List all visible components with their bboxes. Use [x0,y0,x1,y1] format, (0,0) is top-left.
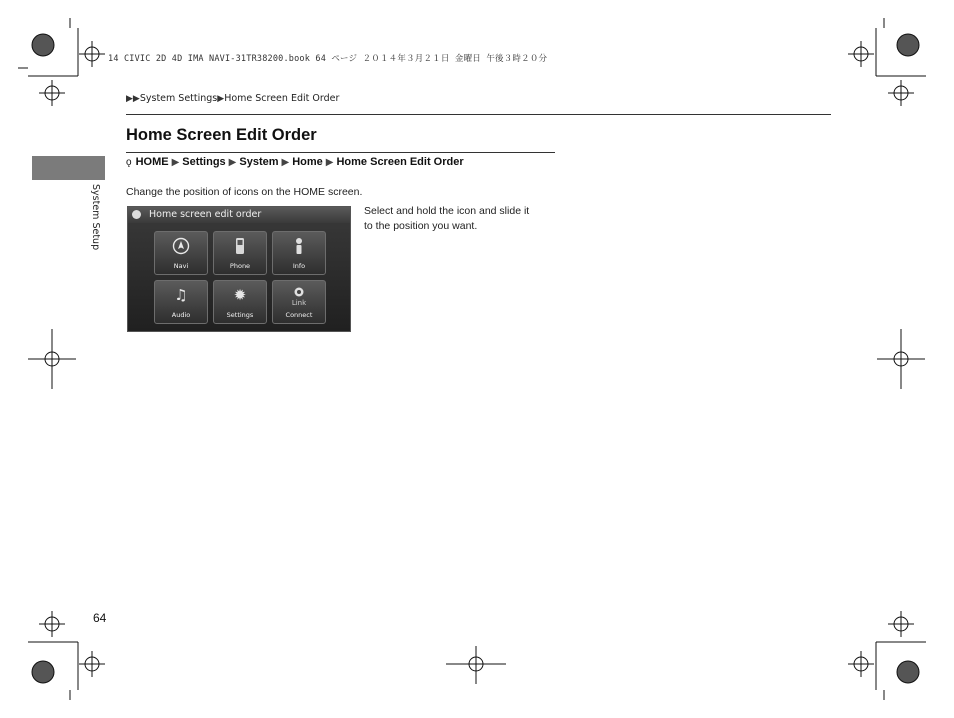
title-rule [126,152,555,153]
tile-label: Navi [173,262,189,270]
chapter-label [89,184,103,264]
nav-separator: ▶ [325,157,334,168]
note-line: Select and hold the icon and slide it [364,205,530,217]
nav-step: Home [292,156,323,168]
print-metadata: 14 CIVIC 2D 4D IMA NAVI-31TR38200.book 64 ページ ２０１４年３月２１日 金曜日 午後３時２０分 [108,54,548,64]
home-edit-screen [127,206,351,332]
chapter-label-text: System Setup [90,184,101,251]
page-number: 64 [93,611,107,625]
back-icon[interactable] [132,210,141,219]
breadcrumb-prefix: ▶▶ [126,94,140,104]
nav-step: HOME [135,156,169,168]
chapter-tab [32,156,105,180]
tile-label: Phone [229,262,251,270]
tile-connect[interactable] [272,280,326,324]
nav-path [126,156,464,168]
screen-title-bar [128,207,350,223]
tile-phone[interactable] [213,231,267,275]
description: Change the position of icons on the HOME screen. [126,186,363,198]
tile-label: Settings [226,311,254,319]
tile-settings[interactable] [213,280,267,324]
nav-step: System [239,156,279,168]
tile-label: Audio [171,311,191,319]
tile-navi[interactable] [154,231,208,275]
navi-icon [155,237,207,259]
breadcrumb [126,93,339,104]
tile-label: Info [292,262,306,270]
breadcrumb-item: System Settings [139,93,218,104]
phone-icon [214,237,266,259]
header-rule [126,114,831,115]
tile-info[interactable] [272,231,326,275]
home-path-icon: ǫ [126,157,132,168]
breadcrumb-item: Home Screen Edit Order [224,93,340,104]
tile-sublabel: Link [291,299,307,307]
nav-step: Home Screen Edit Order [336,156,464,168]
instruction-note [364,204,556,234]
gear-icon: ✹ [233,286,247,304]
nav-separator: ▶ [171,157,180,168]
breadcrumb-separator: ▶ [217,94,225,104]
tile-audio[interactable] [154,280,208,324]
info-icon [273,237,325,259]
nav-step: Settings [182,156,226,168]
audio-icon: ♫ [174,286,188,304]
nav-separator: ▶ [228,157,237,168]
note-line: to the position you want. [364,220,478,232]
page-title: Home Screen Edit Order [126,126,317,144]
screen-title: Home screen edit order [149,209,262,220]
tile-label: Connect [285,311,313,319]
nav-separator: ▶ [281,157,290,168]
